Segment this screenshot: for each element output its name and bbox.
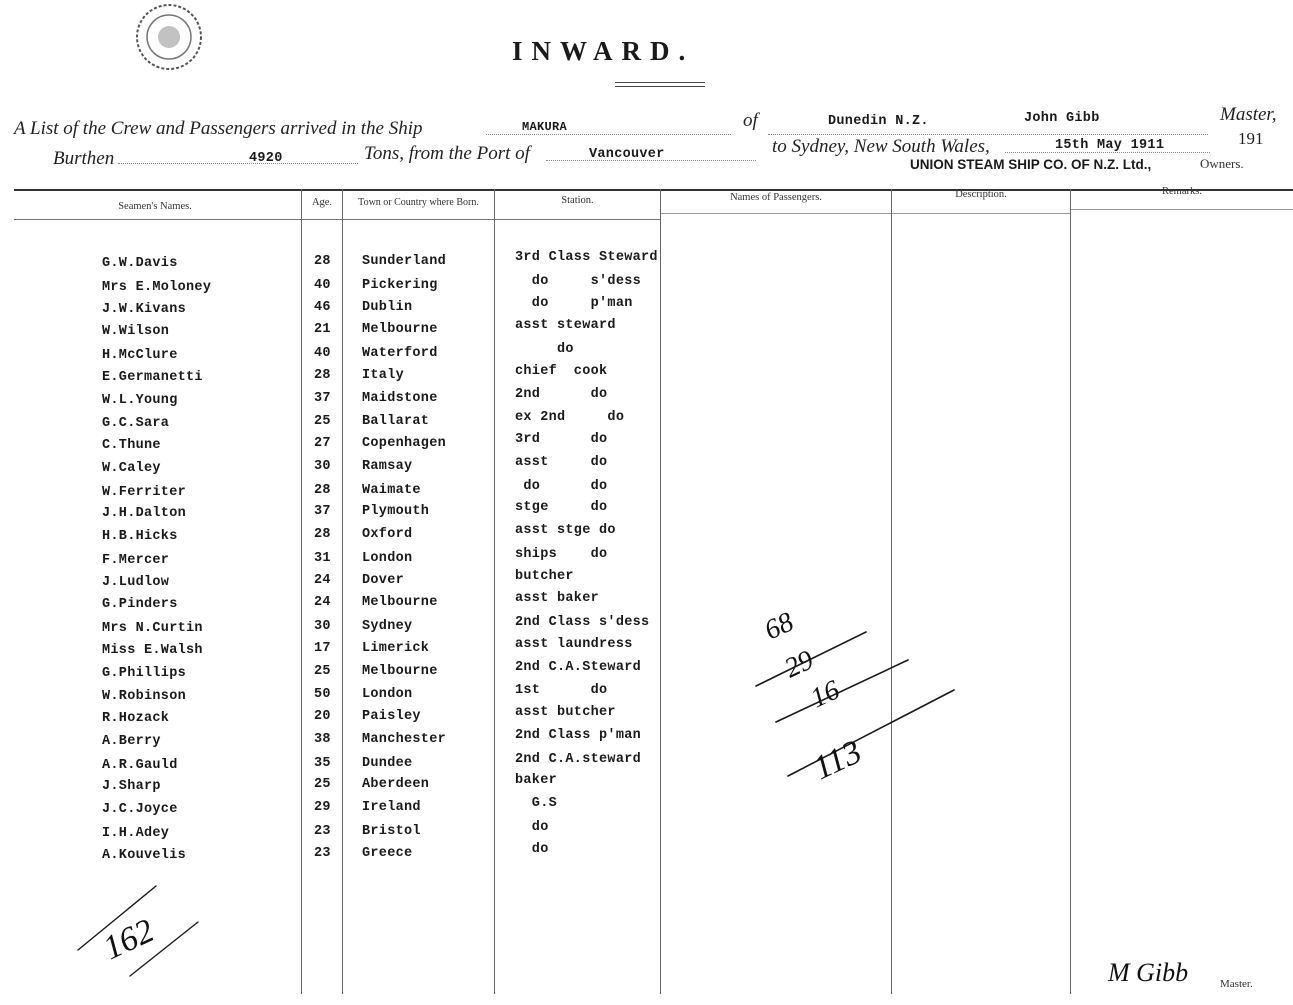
seaman-station: 3rd Class Steward <box>515 250 658 265</box>
col-header-seamen: Seamen's Names. <box>118 201 192 212</box>
customs-stamp-icon <box>126 2 212 72</box>
seaman-birthplace: Italy <box>362 367 405 383</box>
seaman-birthplace: Pickering <box>362 277 438 293</box>
seaman-birthplace: Sunderland <box>362 254 447 269</box>
seaman-station: asst steward <box>515 318 616 334</box>
table-row <box>0 434 1293 456</box>
seaman-name: J.Sharp <box>102 779 161 795</box>
seaman-age: 30 <box>314 458 331 474</box>
seaman-name: Mrs E.Moloney <box>102 279 212 295</box>
col-header-description: Description. <box>955 189 1007 200</box>
seaman-age: 28 <box>314 254 331 269</box>
ship-name: MAKURA <box>522 120 568 134</box>
col-header-remarks: Remarks. <box>1162 186 1202 197</box>
seaman-birthplace: Maidstone <box>362 390 438 406</box>
table-row <box>0 707 1293 729</box>
seaman-station: stge do <box>515 500 608 516</box>
seaman-station: 2nd do <box>515 386 608 402</box>
seaman-name: H.B.Hicks <box>102 529 178 544</box>
seaman-name: J.W.Kivans <box>102 301 187 317</box>
table-row <box>0 502 1293 524</box>
seaman-age: 25 <box>314 777 331 793</box>
table-row <box>0 841 1293 866</box>
seaman-age: 23 <box>314 845 331 861</box>
header-bottom-rule <box>1070 209 1293 210</box>
seaman-station: 2nd C.A.steward <box>515 751 642 767</box>
seaman-birthplace: Plymouth <box>362 504 430 520</box>
seaman-name: J.Ludlow <box>102 574 170 590</box>
seaman-name: R.Hozack <box>102 711 170 726</box>
seaman-birthplace: Dover <box>362 572 405 588</box>
seaman-birthplace: Limerick <box>362 640 430 656</box>
seaman-birthplace: Ballarat <box>362 414 430 430</box>
seaman-station: chief cook <box>515 363 608 379</box>
seaman-name: W.Caley <box>102 460 161 476</box>
table-row <box>0 363 1293 388</box>
seaman-birthplace: London <box>362 687 413 703</box>
seaman-name: J.C.Joyce <box>102 802 178 817</box>
handwritten-tally <box>740 590 970 810</box>
seaman-birthplace: Ireland <box>362 800 421 815</box>
seaman-age: 29 <box>314 800 331 815</box>
seaman-name: Miss E.Walsh <box>102 642 203 658</box>
seaman-birthplace: Melbourne <box>362 595 438 611</box>
tons-from-label: Tons, from the Port of <box>364 143 530 164</box>
table-row <box>0 320 1293 342</box>
table-row <box>0 751 1293 776</box>
col-header-station: Station. <box>561 195 594 206</box>
seaman-age: 40 <box>314 277 331 293</box>
seaman-birthplace: Aberdeen <box>362 777 430 793</box>
list-heading: A List of the Crew and Passengers arrived in the Ship <box>14 118 423 139</box>
seaman-birthplace: Dublin <box>362 299 413 315</box>
seaman-age: 37 <box>314 390 331 406</box>
seaman-birthplace: London <box>362 550 413 566</box>
col-header-born: Town or Country where Born. <box>358 197 479 208</box>
owners-label: Owners. <box>1200 156 1244 171</box>
seaman-age: 30 <box>314 619 331 634</box>
seaman-name: A.Kouvelis <box>102 847 187 863</box>
seaman-name: Mrs N.Curtin <box>102 621 203 636</box>
seaman-station: asst laundress <box>515 636 633 652</box>
seaman-birthplace: Paisley <box>362 709 421 724</box>
table-row <box>0 344 1293 366</box>
header-bottom-rule <box>14 219 660 220</box>
seaman-name: G.Phillips <box>102 665 187 681</box>
seaman-age: 35 <box>314 755 331 771</box>
seaman-name: G.Pinders <box>102 597 178 613</box>
seaman-station: 3rd do <box>515 432 608 447</box>
seaman-age: 20 <box>314 709 331 724</box>
seaman-birthplace: Manchester <box>362 731 447 747</box>
master-label: Master, <box>1220 104 1277 125</box>
seaman-name: F.Mercer <box>102 552 170 568</box>
tally-value: 16 <box>805 674 845 715</box>
seaman-station: do p'man <box>515 295 633 311</box>
table-row <box>0 568 1293 593</box>
table-row <box>0 273 1293 298</box>
seaman-age: 25 <box>314 414 331 430</box>
header-bottom-rule <box>660 213 1070 214</box>
seaman-age: 27 <box>314 436 331 451</box>
handwritten-bottom-note <box>70 880 210 980</box>
seaman-age: 28 <box>314 482 331 498</box>
home-port: Dunedin N.Z. <box>828 114 929 129</box>
table-row <box>0 819 1293 844</box>
seaman-name: H.McClure <box>102 348 178 363</box>
master-signature: M Gibb <box>1108 958 1189 987</box>
destination-label: to Sydney, New South Wales, <box>772 136 990 157</box>
seaman-age: 37 <box>314 504 331 520</box>
from-port: Vancouver <box>589 147 665 162</box>
seaman-name: J.H.Dalton <box>102 506 187 522</box>
seaman-name: G.C.Sara <box>102 416 170 432</box>
seaman-birthplace: Melbourne <box>362 322 438 338</box>
seaman-station: do <box>515 342 574 357</box>
seaman-station: asst butcher <box>515 705 616 720</box>
seaman-station: ships do <box>515 546 608 562</box>
document-title: INWARD. <box>512 36 695 66</box>
seaman-name: W.Robinson <box>102 689 187 705</box>
seaman-age: 24 <box>314 595 331 611</box>
seaman-birthplace: Waterford <box>362 346 438 361</box>
table-row <box>0 478 1293 503</box>
table-row <box>0 525 1293 547</box>
seaman-age: 38 <box>314 731 331 747</box>
table-row <box>0 295 1293 320</box>
seaman-station: butcher <box>515 568 574 584</box>
tonnage-line <box>118 163 358 164</box>
seaman-name: W.L.Young <box>102 392 178 408</box>
seaman-station: 2nd Class s'dess <box>515 615 650 630</box>
title-rule <box>615 86 705 87</box>
seaman-age: 28 <box>314 527 331 542</box>
seaman-station: asst baker <box>515 591 600 607</box>
seaman-name: A.Berry <box>102 733 161 749</box>
of-label: of <box>743 110 758 131</box>
seaman-station: do <box>515 819 549 835</box>
tonnage: 4920 <box>249 151 283 166</box>
seaman-birthplace: Greece <box>362 845 413 861</box>
seaman-age: 21 <box>314 322 331 338</box>
seaman-age: 23 <box>314 823 331 839</box>
table-row <box>0 412 1293 434</box>
seaman-name: A.R.Gauld <box>102 757 178 773</box>
table-row <box>0 386 1293 411</box>
seaman-station: asst do <box>515 454 608 470</box>
year-prefix: 191 <box>1238 129 1264 148</box>
seaman-station: 2nd C.A.Steward <box>515 659 642 675</box>
seaman-birthplace: Bristol <box>362 823 421 839</box>
tally-value: 113 <box>807 733 868 788</box>
burthen-label: Burthen <box>53 148 115 169</box>
seaman-birthplace: Ramsay <box>362 458 413 474</box>
seaman-age: 24 <box>314 572 331 588</box>
table-row <box>0 798 1293 820</box>
master-footer-label: Master. <box>1220 978 1253 990</box>
table-row <box>0 252 1293 274</box>
seaman-station: do do <box>515 478 608 494</box>
seaman-age: 28 <box>314 367 331 383</box>
tally-value: 68 <box>759 606 799 647</box>
seaman-age: 31 <box>314 550 331 566</box>
bottom-note-value: 162 <box>97 912 160 968</box>
seaman-birthplace: Melbourne <box>362 663 438 679</box>
home-port-line <box>768 134 1208 135</box>
seaman-station: 2nd Class p'man <box>515 727 642 743</box>
seaman-name: G.W.Davis <box>102 256 178 271</box>
seaman-age: 46 <box>314 299 331 315</box>
seaman-station: baker <box>515 773 558 789</box>
table-row <box>0 727 1293 752</box>
seaman-age: 40 <box>314 346 331 361</box>
seaman-station: ex 2nd do <box>515 410 625 426</box>
seaman-age: 17 <box>314 640 331 656</box>
seaman-birthplace: Copenhagen <box>362 436 447 451</box>
ship-field-line <box>486 134 731 135</box>
table-row <box>0 546 1293 571</box>
seaman-name: W.Wilson <box>102 324 170 340</box>
seaman-name: I.H.Adey <box>102 825 170 841</box>
seaman-age: 50 <box>314 687 331 703</box>
seaman-station: G.S <box>515 796 558 811</box>
seaman-station: asst stge do <box>515 523 616 538</box>
master-name: John Gibb <box>1024 111 1100 126</box>
table-row <box>0 617 1293 639</box>
tally-value: 29 <box>779 644 819 685</box>
table-row <box>0 775 1293 797</box>
col-header-age: Age. <box>311 197 333 208</box>
table-row <box>0 636 1293 661</box>
table-row <box>0 593 1293 615</box>
seaman-station: do s'dess <box>515 273 642 289</box>
seaman-age: 25 <box>314 663 331 679</box>
seaman-name: E.Germanetti <box>102 369 203 385</box>
seaman-birthplace: Oxford <box>362 527 413 542</box>
table-row <box>0 454 1293 479</box>
seaman-station: do <box>515 841 549 857</box>
owners-company: UNION STEAM SHIP CO. OF N.Z. Ltd., <box>910 157 1152 172</box>
seaman-birthplace: Waimate <box>362 482 421 498</box>
col-header-passengers: Names of Passengers. <box>730 192 822 203</box>
seaman-birthplace: Sydney <box>362 619 413 634</box>
seaman-name: W.Ferriter <box>102 484 187 500</box>
seaman-station: 1st do <box>515 683 608 699</box>
table-row <box>0 659 1293 684</box>
seaman-name: C.Thune <box>102 438 161 453</box>
table-row <box>0 685 1293 707</box>
title-rule <box>615 82 705 83</box>
arrival-date: 15th May 1911 <box>1055 138 1165 153</box>
seaman-birthplace: Dundee <box>362 755 413 771</box>
